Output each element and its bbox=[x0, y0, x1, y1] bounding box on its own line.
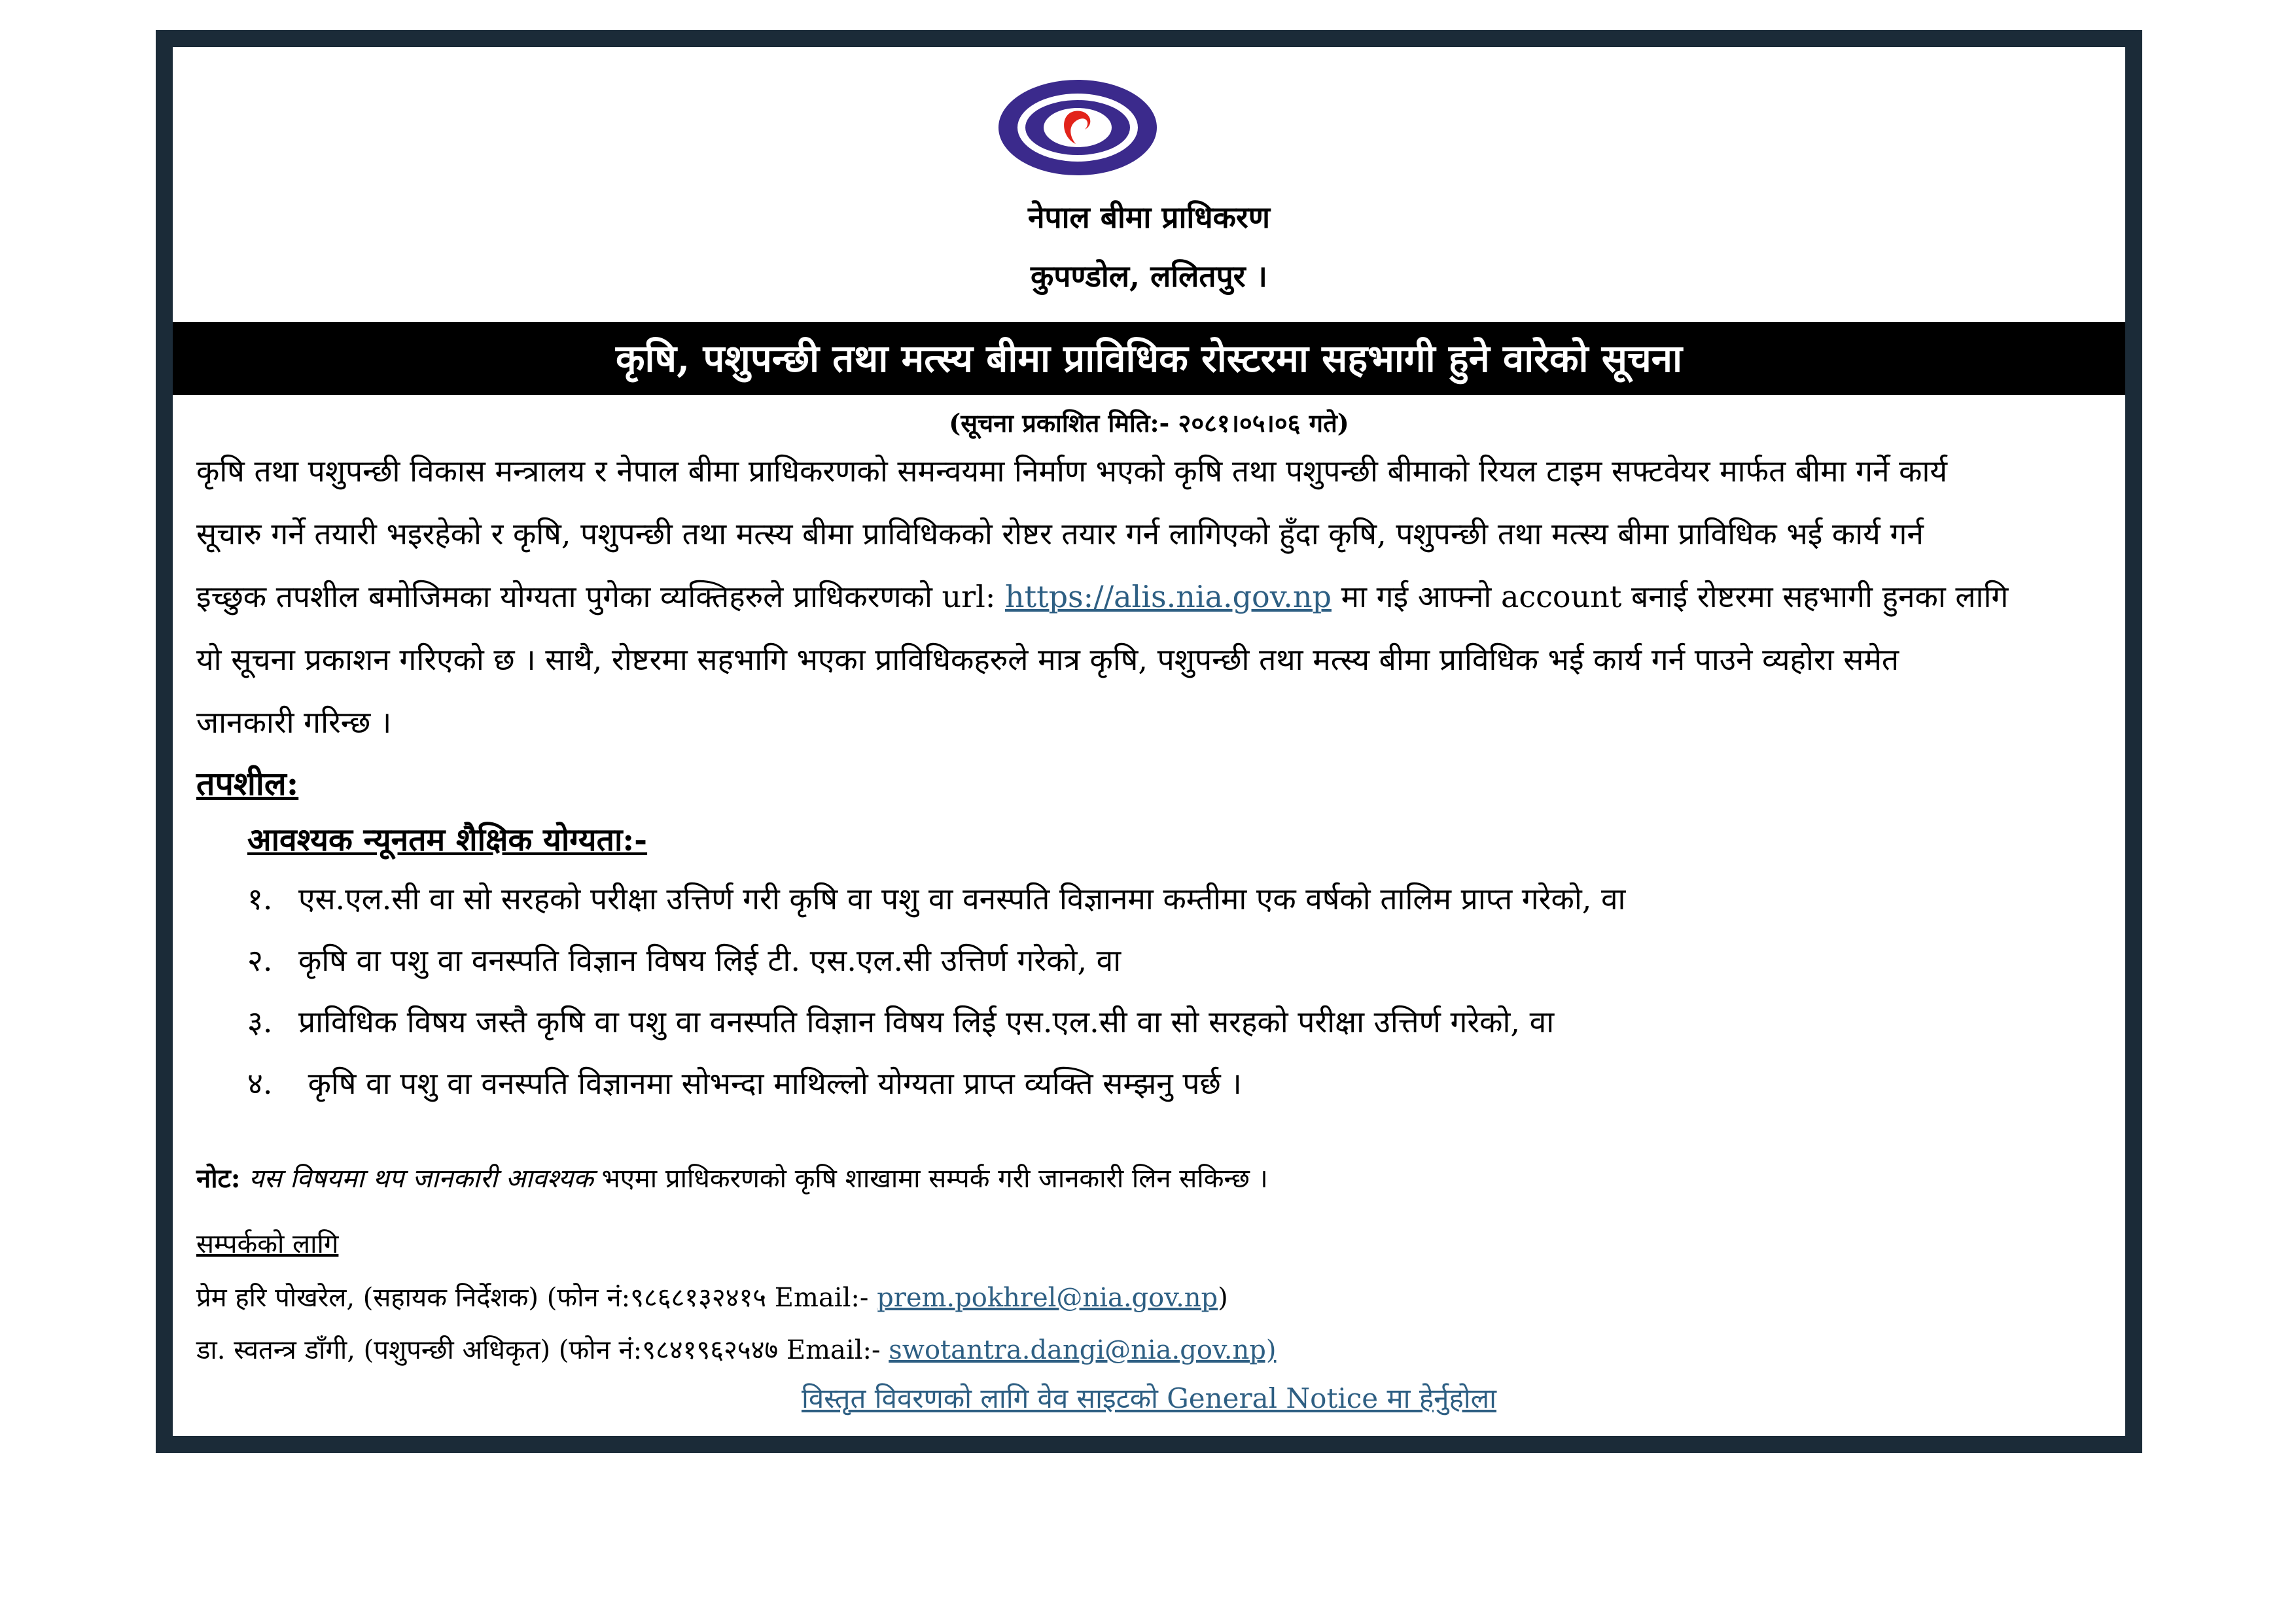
item-text: कृषि वा पशु वा वनस्पति विज्ञानमा सोभन्दा माथिल्लो योग्यता प्राप्त व्यक्ति सम्झनु पर्छ । bbox=[298, 1066, 1242, 1101]
contact-person bbox=[196, 1331, 1276, 1367]
website-note bbox=[173, 1379, 2125, 1416]
note bbox=[196, 1159, 1268, 1195]
note-label: नोट: bbox=[196, 1163, 241, 1194]
body-line: कृषि तथा पशुपन्छी विकास मन्त्रालय र नेपाल बीमा प्राधिकरणको समन्वयमा निर्माण भएको कृषि तथा पशुपन्छी बीमाको रियल टाइम सफ्टवेयर मार्फत बीमा गर्ने कार्य bbox=[196, 453, 1948, 489]
publish-date: (सूचना प्रकाशित मिति:- २०८१।०५।०६ गते) bbox=[949, 408, 1349, 438]
item-number: १. bbox=[247, 881, 273, 916]
body-line: यो सूचना प्रकाशन गरिएको छ । साथै, रोष्टरमा सहभागि भएका प्राविधिकहरुले मात्र कृषि, पशुपन्छी तथा मत्स्य बीमा प्राविधिक भई कार्य गर्न पाउने व्यहोरा समेत bbox=[196, 642, 1899, 677]
org-name: नेपाल बीमा प्राधिकरण bbox=[1027, 200, 1271, 235]
qualification-item bbox=[247, 939, 1121, 980]
item-number: ३. bbox=[247, 1004, 273, 1039]
qualification-heading: आवश्यक न्यूनतम शैक्षिक योग्यता:- bbox=[247, 822, 648, 858]
website-note-link[interactable]: विस्तृत विवरणको लागि वेव साइटको General Notice मा हेर्नुहोला bbox=[801, 1382, 1496, 1414]
email-link[interactable]: prem.pokhrel@nia.gov.np bbox=[877, 1283, 1218, 1313]
note-text: भएमा प्राधिकरणको कृषि शाखामा सम्पर्क गरी जानकारी लिन सकिन्छ । bbox=[593, 1164, 1268, 1194]
details-heading: तपशील: bbox=[196, 764, 299, 803]
contact-text: प्रेम हरि पोखरेल, (सहायक निर्देशक) (फोन नं:९८६८१३२४१५ Email:- bbox=[196, 1283, 877, 1313]
contact-close: ) bbox=[1218, 1283, 1228, 1313]
nepal-insurance-authority-logo bbox=[997, 79, 1158, 177]
contact-text: डा. स्वतन्त्र डाँगी, (पशुपन्छी अधिकृत) (फोन नं:९८४१९६२५४७ Email:- bbox=[196, 1335, 889, 1365]
email-link[interactable]: swotantra.dangi@nia.gov.np) bbox=[889, 1335, 1277, 1365]
body-line bbox=[196, 576, 2008, 616]
item-number: २. bbox=[247, 943, 273, 978]
qualification-item bbox=[247, 878, 1625, 918]
qualification-item bbox=[247, 1062, 1242, 1103]
item-text: प्राविधिक विषय जस्तै कृषि वा पशु वा वनस्पति विज्ञान विषय लिई एस.एल.सी वा सो सरहको परीक्षा उत्तिर्ण गरेको, वा bbox=[298, 1004, 1555, 1039]
notice-title: कृषि, पशुपन्छी तथा मत्स्य बीमा प्राविधिक रोस्टरमा सहभागी हुने वारेको सूचना bbox=[173, 322, 2125, 395]
item-text: एस.एल.सी वा सो सरहको परीक्षा उत्तिर्ण गरी कृषि वा पशु वा वनस्पति विज्ञानमा कम्तीमा एक वर्षको तालिम प्राप्त गरेको, वा bbox=[298, 881, 1626, 916]
contact-heading: सम्पर्कको लागि bbox=[196, 1229, 339, 1259]
qualification-item bbox=[247, 1001, 1554, 1041]
item-number: ४. bbox=[247, 1066, 273, 1101]
org-address: कुपण्डोल, ललितपुर । bbox=[1031, 258, 1267, 294]
portal-link[interactable]: https://alis.nia.gov.np bbox=[1004, 579, 1332, 614]
body-text: मा गई आफ्नो account बनाई रोष्टरमा सहभागी हुनका लागि bbox=[1331, 579, 2009, 614]
item-text: कृषि वा पशु वा वनस्पति विज्ञान विषय लिई टी. एस.एल.सी उत्तिर्ण गरेको, वा bbox=[298, 943, 1122, 978]
notice-frame bbox=[156, 30, 2142, 1453]
body-line: सूचारु गर्ने तयारी भइरहेको र कृषि, पशुपन्छी तथा मत्स्य बीमा प्राविधिकको रोष्टर तयार गर्न लागिएको हुँदा कृषि, पशुपन्छी तथा मत्स्य बीमा प्राविधिक भई कार्य गर्न bbox=[196, 516, 1924, 551]
contact-person bbox=[196, 1278, 1228, 1314]
body-text: इच्छुक तपशील बमोजिमका योग्यता पुगेका व्यक्तिहरुले प्राधिकरणको url: bbox=[196, 579, 1005, 614]
body-line: जानकारी गरिन्छ । bbox=[196, 705, 392, 740]
note-italic: यस विषयमा थप जानकारी आवश्यक bbox=[240, 1164, 593, 1194]
